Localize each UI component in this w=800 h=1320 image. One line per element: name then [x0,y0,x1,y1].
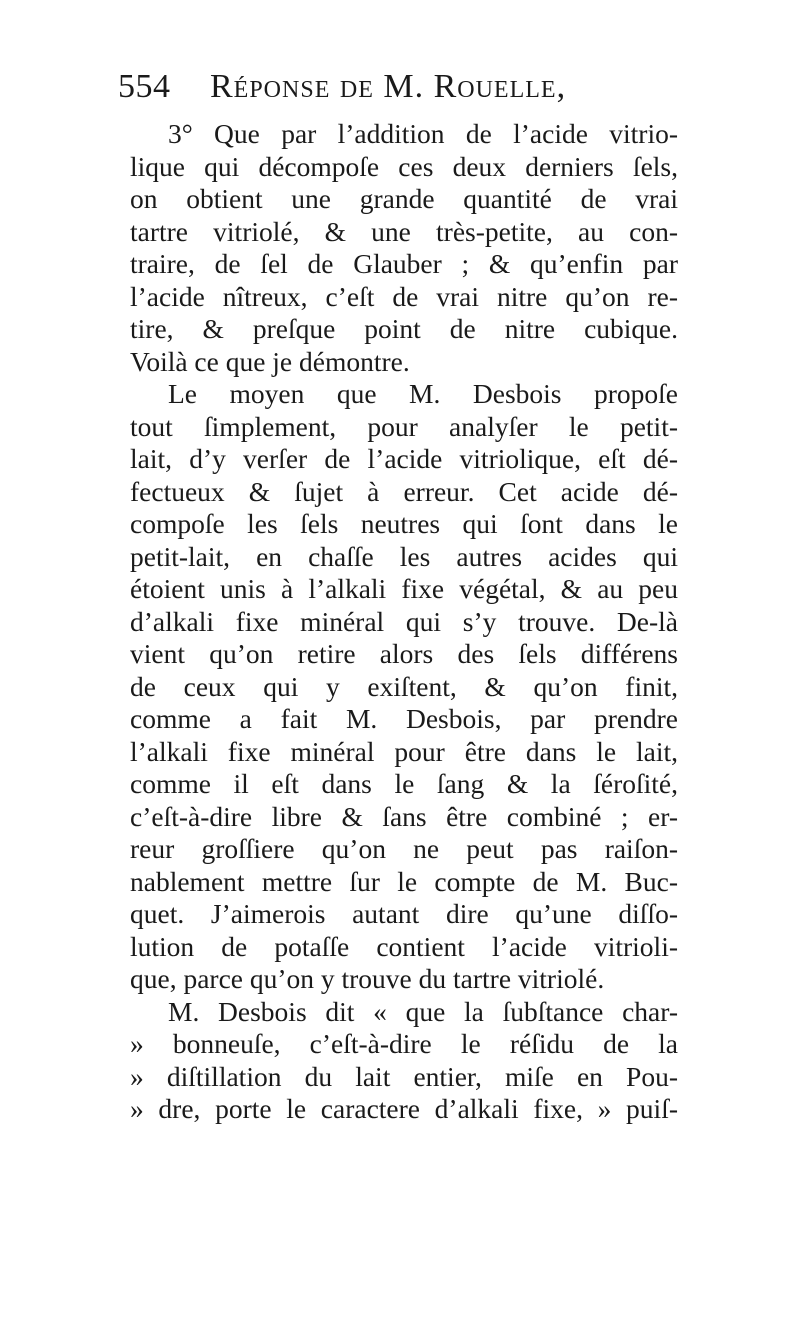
text-line: de ceux qui y exiſtent, & qu’on finit, [130,670,678,702]
text-line: on obtient une grande quantité de vrai [130,183,678,214]
text-line: M. Desbois dit « que la ſubſtance char- [168,995,678,1027]
body-text [130,118,678,1126]
text-line: que, parce qu’on y trouve du tartre vitriolé. [130,963,605,994]
text-line: tire, & preſque point de nitre cubique. [130,313,678,344]
text-line: comme a fait M. Desbois, par prendre [130,703,678,734]
text-line: nablement mettre ſur le compte de M. Buc- [130,865,678,897]
text-line: tartre vitriolé, & une très-petite, au con- [130,215,678,247]
text-line: traire, de ſel de Glauber ; & qu’enfin par [130,248,678,279]
text-line: Le moyen que M. Desbois propoſe [168,378,678,409]
text-line: » diſtillation du lait entier, miſe en Pou- [130,1060,678,1092]
text-line: lait, d’y verſer de l’acide vitriolique, eſt dé- [130,443,678,474]
text-line: l’acide nîtreux, c’eſt de vrai nitre qu’on re- [130,280,678,312]
text-line: vient qu’on retire alors des ſels différens [130,638,678,669]
text-line: lution de potaſſe contient l’acide vitrioli- [130,930,678,962]
text-line: c’eſt-à-dire libre & ſans être combiné ; er- [130,800,678,832]
text-line: comme il eſt dans le ſang & la ſéroſité, [130,768,678,799]
running-header [118,68,678,118]
text-line: compoſe les ſels neutres qui ſont dans le [130,508,678,539]
text-line: » bonneuſe, c’eſt-à-dire le réſidu de la [130,1028,678,1059]
text-line: petit-lait, en chaſſe les autres acides qui [130,540,678,572]
text-line: Voilà ce que je démontre. [130,345,410,377]
text-line: étoient unis à l’alkali fixe végétal, & au peu [130,573,678,604]
text-line: » dre, porte le caractere d’alkali fixe, » puiſ- [130,1093,678,1124]
text-line: d’alkali fixe minéral qui s’y trouve. De-là [130,605,678,637]
text-line: reur groſſiere qu’on ne peut pas raiſon- [130,833,678,864]
text-line: 3° Que par l’addition de l’acide vitrio- [168,118,678,149]
text-line: lique qui décompoſe ces deux derniers ſels, [130,150,678,182]
text-line: l’alkali fixe minéral pour être dans le lait, [130,735,678,767]
running-title: Réponse de M. Rouelle, [210,68,567,105]
text-line: fectueux & ſujet à erreur. Cet acide dé- [130,475,678,507]
page-number: 554 [118,68,171,105]
text-line: tout ſimplement, pour analyſer le petit- [130,410,678,442]
text-line: quet. J’aimerois autant dire qu’une diſſo- [130,898,678,929]
